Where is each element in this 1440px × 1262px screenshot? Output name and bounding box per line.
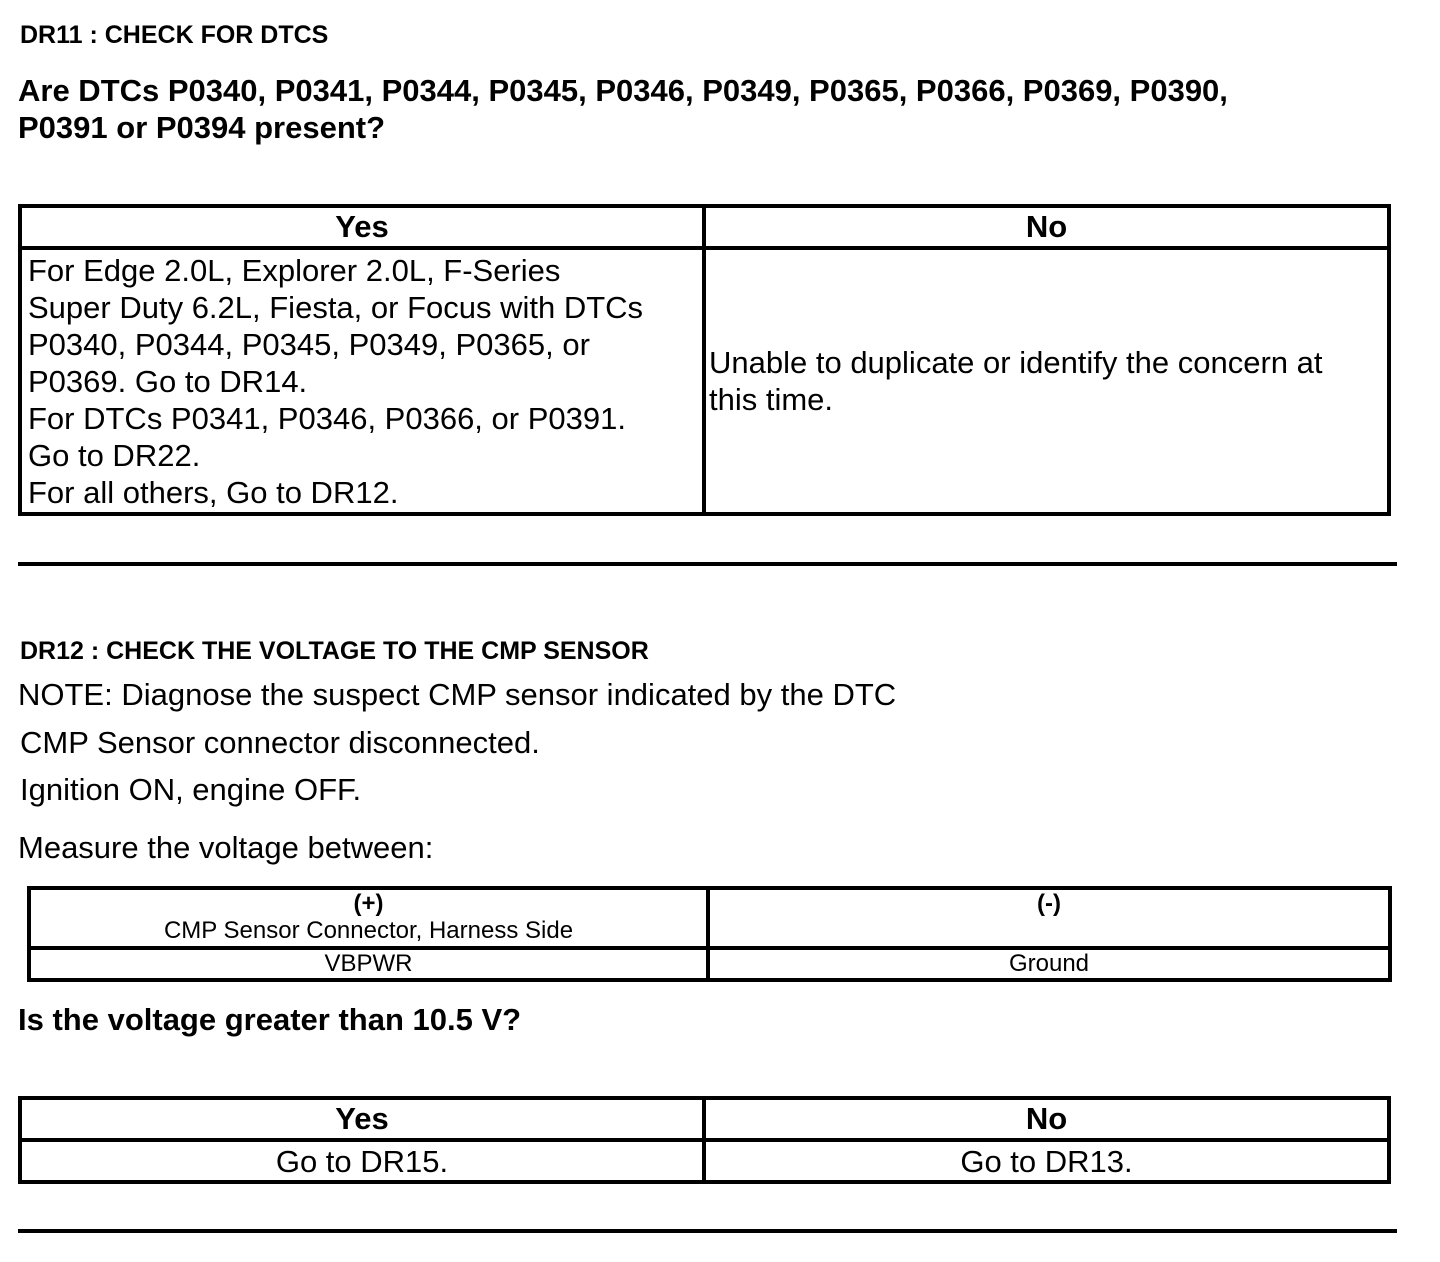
dr12-yes-cell: Go to DR15. <box>20 1140 704 1182</box>
dr11-yes-line: P0369. Go to DR14. <box>28 364 308 399</box>
dr12-yes-header: Yes <box>20 1098 704 1140</box>
dr11-answer-table <box>18 204 1391 516</box>
dr11-yes-cell <box>20 248 704 514</box>
dr11-yes-header: Yes <box>20 206 704 248</box>
dr11-yes-line: P0340, P0344, P0345, P0349, P0365, or <box>28 327 590 362</box>
positive-symbol: (+) <box>353 890 384 917</box>
dr11-no-cell <box>704 248 1389 514</box>
dr11-no-line: this time. <box>709 382 834 417</box>
dr12-heading: DR12 : CHECK THE VOLTAGE TO THE CMP SENSOR <box>20 637 649 665</box>
dr11-no-header: No <box>704 206 1389 248</box>
dr11-yes-line: Go to DR22. <box>28 438 201 473</box>
positive-label: CMP Sensor Connector, Harness Side <box>163 917 574 944</box>
dr11-yes-line: For Edge 2.0L, Explorer 2.0L, F-Series <box>28 253 561 288</box>
dr12-question: Is the voltage greater than 10.5 V? <box>18 1002 522 1037</box>
measure-positive-value: VBPWR <box>29 948 708 980</box>
dr11-question <box>18 72 1418 146</box>
dr12-step-2: Ignition ON, engine OFF. <box>20 772 362 807</box>
dr11-question-line: P0391 or P0394 present? <box>18 110 386 145</box>
dr12-measure-intro: Measure the voltage between: <box>18 830 434 865</box>
dr12-step-1: CMP Sensor connector disconnected. <box>20 725 540 760</box>
dr11-question-line: Are DTCs P0340, P0341, P0344, P0345, P0346, P0349, P0365, P0366, P0369, P0390, <box>18 73 1228 108</box>
dr11-yes-line: For DTCs P0341, P0346, P0366, or P0391. <box>28 401 626 436</box>
dr12-measure-table <box>27 886 1392 982</box>
negative-symbol: (-) <box>1037 890 1061 917</box>
measure-negative-header <box>708 888 1390 948</box>
measure-negative-value: Ground <box>708 948 1390 980</box>
dr12-note: NOTE: Diagnose the suspect CMP sensor indicated by the DTC <box>18 677 897 712</box>
dr11-no-line: Unable to duplicate or identify the concern at <box>709 345 1323 380</box>
dr11-yes-line: For all others, Go to DR12. <box>28 475 399 510</box>
dr12-answer-table <box>18 1096 1391 1184</box>
dr11-heading: DR11 : CHECK FOR DTCS <box>20 21 329 49</box>
measure-positive-header <box>29 888 708 948</box>
section-divider <box>18 562 1397 566</box>
dr11-yes-line: Super Duty 6.2L, Fiesta, or Focus with DTCs <box>28 290 644 325</box>
dr12-no-header: No <box>704 1098 1389 1140</box>
dr12-no-cell: Go to DR13. <box>704 1140 1389 1182</box>
section-divider <box>18 1229 1397 1233</box>
